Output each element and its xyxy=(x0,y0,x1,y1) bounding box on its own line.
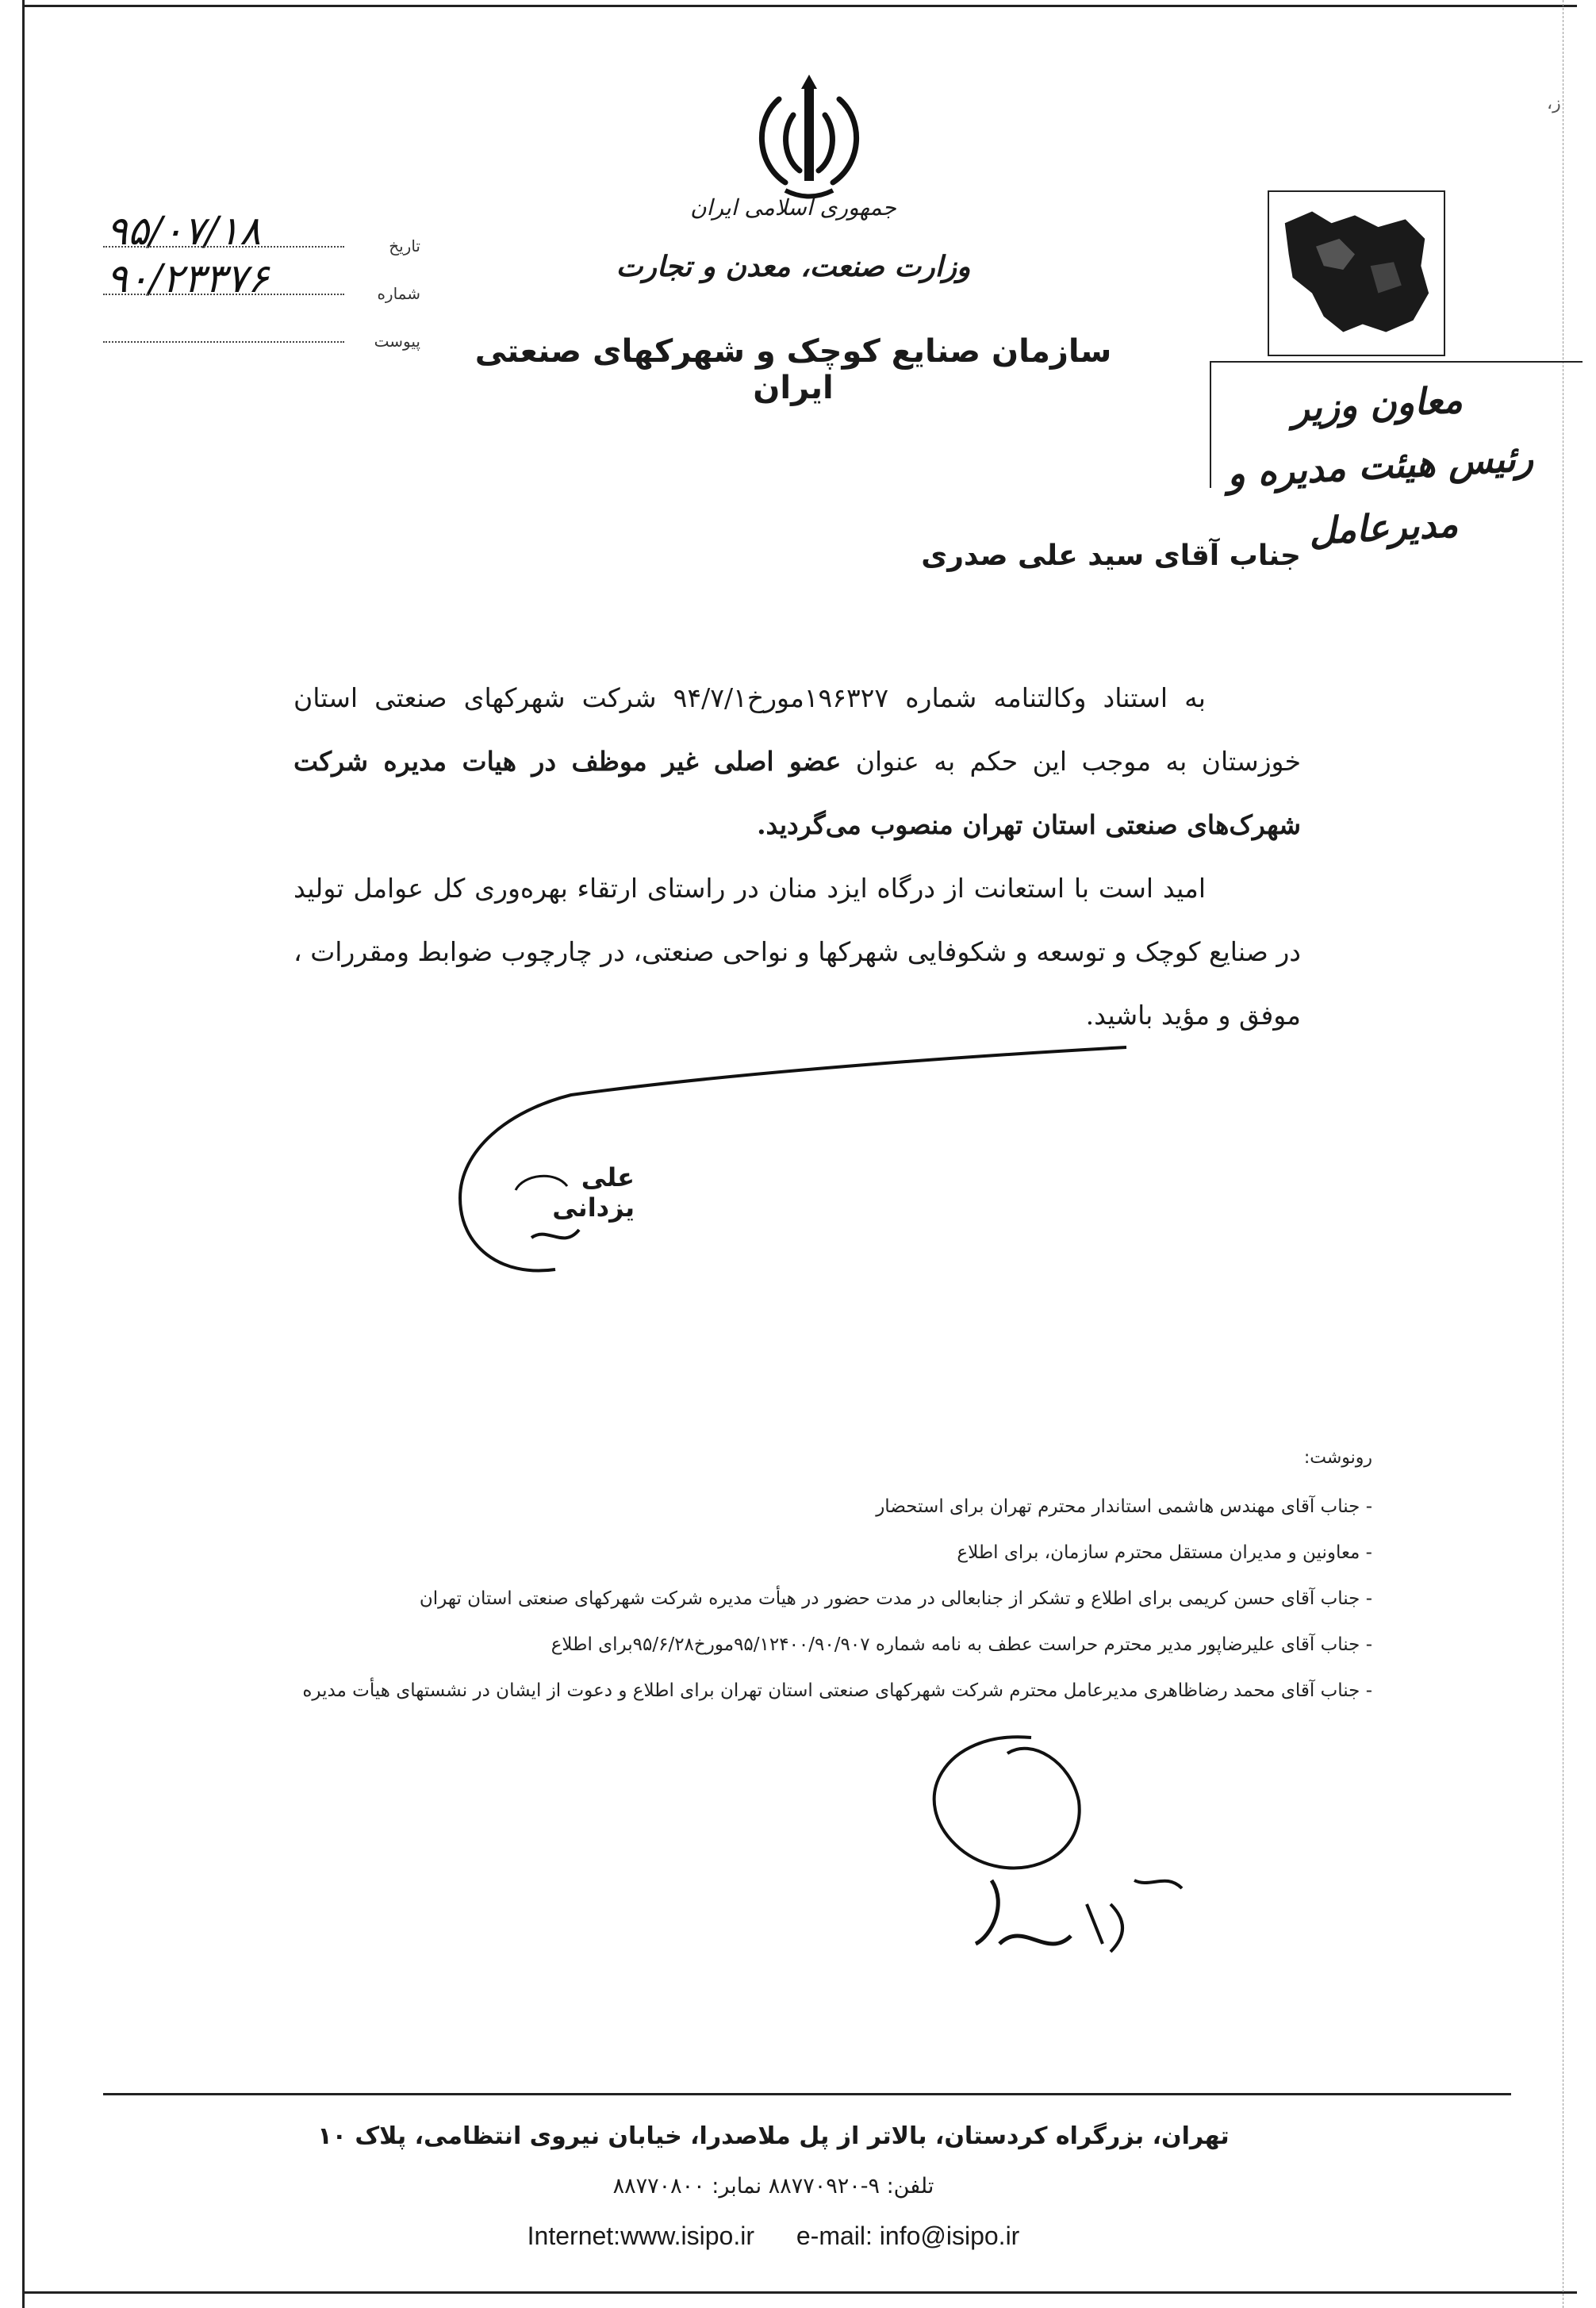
letter-body xyxy=(293,666,1301,1047)
body-paragraph-1-emphasis: عضو اصلی غیر موظف در هیات مدیره شرکت شهرک‌های صنعتی استان تهران منصوب می‌گردید. xyxy=(293,746,1301,840)
date-label: تاریخ xyxy=(389,236,420,255)
cc-item: - جناب آقای علیرضاپور مدیر محترم حراست عطف به نامه شماره ۹۵/۱۲۴۰۰/۹۰/۹۰۷مورخ۹۵/۶/۲۸برای اطلاع xyxy=(551,1634,1372,1655)
iran-map-logo xyxy=(1268,190,1445,356)
cc-item: - جناب آقای مهندس هاشمی استاندار محترم تهران برای استحضار xyxy=(876,1496,1372,1517)
addressee: جناب آقای سید علی صدری xyxy=(921,540,1301,572)
handwritten-title-line-1: معاون وزیر xyxy=(1290,378,1464,430)
attachment-label: پیوست xyxy=(374,332,420,351)
page-border-top xyxy=(22,5,1577,7)
title-divider xyxy=(1210,361,1583,363)
attachment-row xyxy=(103,317,420,357)
number-label: شماره xyxy=(377,284,420,303)
ministry-name: وزارت صنعت، معدن و تجارت xyxy=(616,250,971,283)
date-value: ۹۵/۰۷/۱۸ xyxy=(106,208,261,254)
number-row xyxy=(103,255,420,309)
letter-metadata xyxy=(103,208,420,373)
footer-rule xyxy=(103,2093,1511,2095)
edge-mark: ،ز xyxy=(1547,94,1561,113)
footer-email: e-mail: info@isipo.ir xyxy=(796,2222,1020,2250)
cc-heading: رونوشت: xyxy=(1303,1448,1372,1468)
page-border-bottom xyxy=(22,2291,1577,2294)
attachment-line xyxy=(103,341,344,343)
cc-item: - جناب آقای محمد رضاظاهری مدیرعامل محترم شرکت شهرکهای صنعتی استان تهران برای اطلاع و دعوت از ایشان در نشستهای هیأت مدیره xyxy=(302,1680,1372,1701)
number-value: ۹۰/۲۳۳۷۶ xyxy=(106,255,269,301)
body-paragraph-1 xyxy=(293,666,1301,857)
footer-phone: تلفن: ۹-۸۸۷۷۰۹۲۰ نمابر: ۸۸۷۷۰۸۰۰ xyxy=(612,2174,934,2199)
organization-name: سازمان صنایع کوچک و شهرکهای صنعتی ایران xyxy=(474,333,1112,406)
page-border-left xyxy=(22,0,25,2308)
footer-website: Internet:www.isipo.ir xyxy=(527,2222,754,2250)
number-line xyxy=(103,294,344,295)
body-paragraph-1-text: به استناد وکالتنامه شماره ۱۹۶۳۲۷مورخ۹۴/۷/۱ شرکت شهرکهای صنعتی استان خوزستان به موجب این حکم به عنوان xyxy=(293,682,1302,777)
cc-item: - جناب آقای حسن کریمی برای اطلاع و تشکر از جنابعالی در مدت حضور در هیأت مدیره شرکت شهرکهای صنعتی استان تهران xyxy=(419,1588,1372,1609)
body-paragraph-2: امید است با استعانت از درگاه ایزد منان در راستای ارتقاء بهره‌وری کل عوامل تولید در صنایع کوچک و توسعه و شکوفایی شهرکها و نواحی صنعتی، در چارچوب ضوابط ومقررات ، موفق و مؤید باشید. xyxy=(293,873,1301,1031)
handwritten-title-line-2: رئیس هیئت مدیره و مدیرعامل xyxy=(1226,436,1535,553)
footer-address: تهران، بزرگراه کردستان، بالاتر از پل ملاصدرا، خیابان نیروی انتظامی، پلاک ۱۰ xyxy=(317,2122,1230,2150)
signer-name: علی یزدانی xyxy=(552,1162,635,1223)
national-emblem-icon xyxy=(738,71,880,210)
footer-contact xyxy=(317,2222,1230,2251)
handwritten-title xyxy=(1201,364,1560,568)
initials-signature xyxy=(873,1706,1206,1991)
cc-list xyxy=(230,1484,1372,1714)
map-icon xyxy=(1269,192,1441,351)
date-line xyxy=(103,246,344,248)
emblem-caption: جمهوری اسلامی ایران xyxy=(690,194,896,221)
cc-item: - معاونین و مدیران مستقل محترم سازمان، برای اطلاع xyxy=(957,1542,1372,1563)
